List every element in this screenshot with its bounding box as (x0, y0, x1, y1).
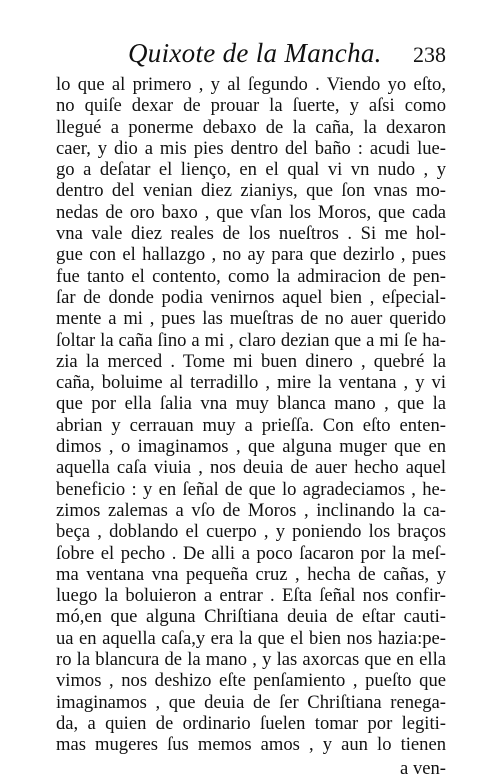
page-header (56, 34, 446, 74)
body-text (56, 74, 446, 756)
text-line: gue con el hallazgo , no ay para que dezirlo , pues (56, 244, 446, 266)
text-line: no quiſe dexar de prouar la ſuerte, y aſsi como (56, 95, 446, 117)
text-line: que por ella ſalia vna muy blanca mano , que la (56, 393, 446, 415)
text-line: lo que al primero , y al ſegundo . Viendo yo eſto, (56, 74, 446, 95)
text-line: caer, y dio a mis pies dentro del baño : acudi lue- (56, 137, 446, 159)
text-line: beneficio : y en ſeñal de que lo agradeciamos , he- (56, 478, 446, 500)
text-line: llegué a ponerme debaxo de la caña, la dexaron (56, 116, 446, 138)
text-line: aquella caſa viuia , nos deuia de auer hecho aquel (56, 457, 446, 479)
page-number: 238 (413, 42, 446, 67)
text-line: go a deſatar el lienço, en el qual vi vn nudo , y (56, 159, 446, 181)
text-line: caña, boluime al terradillo , mire la ventana , y vi (56, 372, 446, 394)
text-line: ſobre el pecho . De alli a poco ſacaron por la meſ- (56, 542, 446, 564)
catchword: a ven- (400, 757, 446, 779)
text-line: mas mugeres ſus memos amos , y aun lo tienen (56, 734, 446, 756)
text-line: dimos , o imaginamos , que alguna muger que en (56, 436, 446, 458)
text-line: mó,en que alguna Chriſtiana deuia de eſtar cauti- (56, 606, 446, 628)
text-line: luego la boluieron a entrar . Eſta ſeñal nos confir- (56, 585, 446, 607)
text-line: mente a mi , pues las mueſtras de no auer querido (56, 308, 446, 330)
text-line: vimos , nos deshizo eſte penſamiento , pueſto que (56, 670, 446, 692)
text-line: ro la blancura de la mano , y las axorcas que en ella (56, 649, 446, 671)
text-line: nedas de oro baxo , que vſan los Moros, que cada (56, 201, 446, 223)
text-line: abrian y cerrauan muy a prieſſa. Con eſto enten- (56, 414, 446, 436)
text-line: ſoltar la caña ſino a mi , claro dezian que a mi ſe ha- (56, 329, 446, 351)
text-line: zia la merced . Tome mi buen dinero , quebré la (56, 350, 446, 372)
text-line: fue tanto el contento, como la admiracion de pen- (56, 265, 446, 287)
text-line: ſar de donde podia venirnos aquel bien , eſpecial- (56, 286, 446, 308)
text-line: beça , doblando el cuerpo , y poniendo los braços (56, 521, 446, 543)
text-line: vna vale diez reales de los nueſtros . Si me hol- (56, 223, 446, 245)
book-page (56, 34, 446, 780)
text-line: ua en aquella caſa,y era la que el bien nos hazia:pe- (56, 627, 446, 649)
text-line: da, a quien de ordinario ſuelen tomar por legiti- (56, 712, 446, 734)
text-line: zimos zalemas a vſo de Moros , inclinando la ca- (56, 499, 446, 521)
text-line: imaginamos , que deuia de ſer Chriſtiana renega- (56, 691, 446, 713)
catchword-row (56, 756, 446, 780)
text-line: ma ventana vna pequeña cruz , hecha de cañas, y (56, 563, 446, 585)
running-title: Quixote de la Mancha. (128, 38, 382, 68)
text-line: dentro del venian diez zianiys, que ſon vnas mo- (56, 180, 446, 202)
